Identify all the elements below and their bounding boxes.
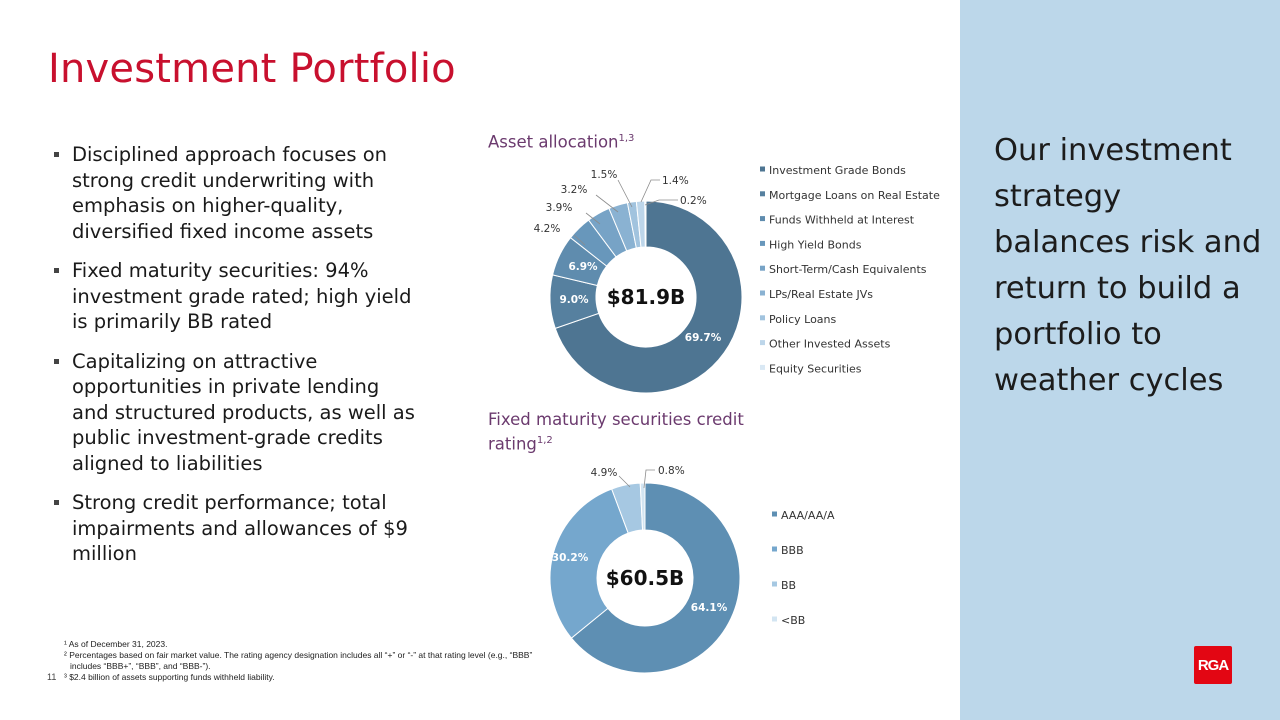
data-label: 30.2% <box>551 552 589 564</box>
legend-entry: AAA/AA/A <box>781 509 835 522</box>
legend-entry: Funds Withheld at Interest <box>769 213 915 227</box>
legend-swatch <box>760 291 765 296</box>
data-label: 9.0% <box>559 294 589 306</box>
legend-entry: BB <box>781 579 797 592</box>
legend-entry: Policy Loans <box>769 312 837 326</box>
legend-entry: High Yield Bonds <box>769 238 862 252</box>
footnotes <box>64 639 549 683</box>
data-label: 4.2% <box>533 223 561 235</box>
legend-entry: <BB <box>781 614 806 627</box>
data-label: 64.1% <box>690 602 728 614</box>
legend-entry: Equity Securities <box>769 362 862 376</box>
legend-entry: BBB <box>781 544 804 557</box>
center-total-label: $60.5B <box>605 566 685 590</box>
legend-swatch <box>760 216 765 221</box>
legend-swatch <box>772 582 777 587</box>
bullet-item: Capitalizing on attractive opportunities in private lending and structured products, as well as public investment-grade credits aligned to liabilities <box>52 349 422 477</box>
legend-swatch <box>760 315 765 320</box>
bullet-item: Disciplined approach focuses on strong credit underwriting with emphasis on higher-quality, diversified fixed income assets <box>52 142 422 244</box>
legend-entry: Other Invested Assets <box>769 337 891 351</box>
legend-swatch <box>772 512 777 517</box>
legend-swatch <box>760 241 765 246</box>
page-title: Investment Portfolio <box>48 46 456 92</box>
legend-entry: Mortgage Loans on Real Estate <box>769 188 940 202</box>
pie-slice <box>645 201 646 247</box>
data-label: 69.7% <box>684 332 722 344</box>
legend-entry: LPs/Real Estate JVs <box>769 288 874 301</box>
footnote: ³ $2.4 billion of assets supporting funds withheld liability. <box>64 672 275 682</box>
chart-title-sup: 1,2 <box>536 435 553 446</box>
legend-swatch <box>772 617 777 622</box>
rga-logo: RGA <box>1194 646 1232 684</box>
label-leader-line <box>641 180 660 202</box>
chart-title-text: Asset allocation <box>488 132 619 152</box>
bullet-item: Fixed maturity securities: 94% investment grade rated; high yield is primarily BB rated <box>52 258 422 335</box>
data-label: 3.2% <box>560 184 588 196</box>
chart-title-sup: 1,3 <box>618 133 635 144</box>
legend-swatch <box>760 266 765 271</box>
footnote: ² Percentages based on fair market value. The rating agency designation includes all “+” or “-” at that rating level (e.g., “BBB” includes “BBB+”, “BBB”, and “BBB-”). <box>64 650 533 671</box>
legend-swatch <box>760 191 765 196</box>
tagline: Our investment strategy balances risk and return to build a portfolio to weather cycles <box>994 133 1262 398</box>
data-label: 4.9% <box>590 467 618 479</box>
legend-entry: Short-Term/Cash Equivalents <box>769 263 927 277</box>
legend-entry: Investment Grade Bonds <box>769 164 906 177</box>
chart-title-text: Fixed maturity securities credit rating <box>488 410 744 454</box>
data-label: 3.9% <box>545 202 573 214</box>
data-label: 1.5% <box>590 169 618 181</box>
data-label: 0.2% <box>680 195 707 207</box>
data-label: 1.4% <box>662 175 689 187</box>
legend-swatch <box>772 547 777 552</box>
page-number: 11 <box>47 672 57 682</box>
data-label: 6.9% <box>568 261 598 273</box>
bullet-item: Strong credit performance; total impairments and allowances of $9 million <box>52 490 422 567</box>
legend-swatch <box>760 365 765 370</box>
footnote: ¹ As of December 31, 2023. <box>64 639 168 649</box>
center-total-label: $81.9B <box>606 285 686 309</box>
legend-swatch <box>760 167 765 172</box>
data-label: 0.8% <box>658 465 685 477</box>
legend-swatch <box>760 340 765 345</box>
